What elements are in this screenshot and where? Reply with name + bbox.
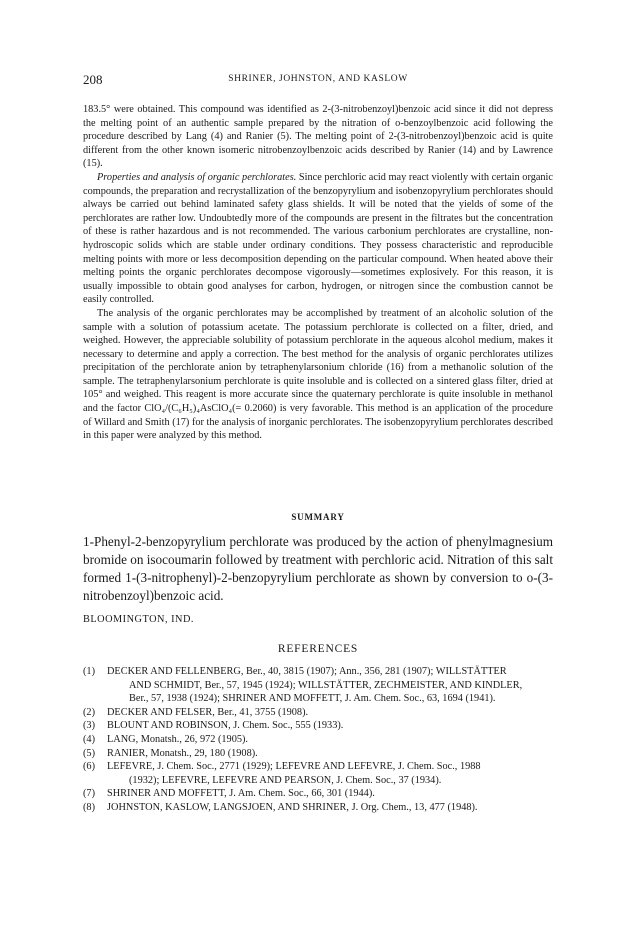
reference-item <box>83 760 553 787</box>
reference-line: Ber., 57, 1938 (1924); SHRINER AND MOFFETT, J. Am. Chem. Soc., 63, 1694 (1941). <box>129 693 496 705</box>
reference-number: (4) <box>83 733 96 745</box>
reference-line: BLOUNT AND ROBINSON, J. Chem. Soc., 555 (1933). <box>107 720 344 732</box>
paragraph-text: Since perchloric acid may react violently with certain organic compounds, the preparation and recrystallization of the benzopyrylium and isobenzopyrylium perchlorates should always be carried out behind laminated safety glass shields. It will be noted that the yields of some of the perchlorates are rather low. Undoubtedly more of the compounds are present in the filtrates but the concentration of these is rather hazardous and is not recommended. The various carbonium perchlorates are crystalline, non-hydroscopic solids which are stable under ordinary conditions. They possess characteristic and reproducible melting points with more or less decomposition depending on the particular compound. When heated above their melting points the organic perchlorates decompose vigorously—sometimes explosively. For this reason, it is usually impossible to obtain good analyses for carbon, hydrogen, or nitrogen since the combustion cannot be easily controlled. <box>83 171 553 306</box>
paragraph: 183.5° were obtained. This compound was identified as 2-(3-nitrobenzoyl)benzoic acid since it did not depress the melting point of an authentic sample prepared by the nitration of o-benzoylbenzoic acid following the procedure described by Lang (4) and Ranier (5). The melting point of 2-(3-nitrobenzoyl)benzoic acid is quite different from the other known isomeric nitrobenzoylbenzoic acids described by Ranier (14) and by Lawrence (15). <box>83 104 553 170</box>
reference-number: (8) <box>83 801 96 813</box>
reference-line: AND SCHMIDT, Ber., 57, 1945 (1924); WILLSTÄTTER, ZECHMEISTER, AND KINDLER, <box>129 679 523 691</box>
references-heading: REFERENCES <box>277 643 359 655</box>
reference-item <box>83 747 553 761</box>
summary-heading: SUMMARY <box>291 512 345 522</box>
summary-text: 1-Phenyl-2-benzopyrylium perchlorate was produced by the action of phenylmagnesium bromide on isocoumarin followed by treatment with perchloric acid. Nitration of this salt formed 1-(3-nitrophenyl)-2-benzopyrylium perchlorate as shown by conversion to o-(3-nitrobenzoyl)benzoic acid. <box>83 534 553 603</box>
reference-line: DECKER AND FELSER, Ber., 41, 3755 (1908). <box>107 706 309 718</box>
reference-line: RANIER, Monatsh., 29, 180 (1908). <box>107 747 258 759</box>
reference-number: (2) <box>83 706 96 718</box>
page-header <box>83 72 553 86</box>
references-list <box>83 665 553 815</box>
reference-item <box>83 665 553 706</box>
reference-number: (1) <box>83 666 96 677</box>
reference-line: SHRINER AND MOFFETT, J. Am. Chem. Soc., 66, 301 (1944). <box>107 788 375 800</box>
reference-line: LANG, Monatsh., 26, 972 (1905). <box>107 733 248 745</box>
reference-line: LEFEVRE, J. Chem. Soc., 2771 (1929); LEFEVRE AND LEFEVRE, J. Chem. Soc., 1988 <box>107 761 481 773</box>
reference-item <box>83 787 553 801</box>
reference-item <box>83 706 553 720</box>
reference-item <box>83 733 553 747</box>
body-text <box>83 103 553 443</box>
reference-item <box>83 801 553 815</box>
running-title: SHRINER, JOHNSTON, AND KASLOW <box>228 74 408 84</box>
reference-number: (7) <box>83 788 96 800</box>
paragraph: The analysis of the organic perchlorates may be accomplished by treatment of an alcoholic solution of the sample with a solution of potassium acetate. The potassium perchlorate is collected on a filter, dried, and weighed. However, the appreciable solubility of potassium perchlorate in the aqueous alcohol medium, makes it necessary to determine and apply a correction. The best method for the analysis of organic perchlorates utilizes precipitation of the perchlorate anion by tetraphenylarsonium chloride (16) from a methanolic solution of the sample. The tetraphenylarsonium perchlorate is quite insoluble and is collected on a sintered glass filter, dried at 105° and weighed. This reagent is more accurate since the quaternary perchlorate is quite insoluble in methanol and the factor ClO₄/(C₆H₅)₄AsClO₄(= 0.2060) is very favorable. This method is an application of the procedure of Willard and Smith (17) for the analysis of inorganic perchlorates. The isobenzopyrylium perchlorates described in this paper were analyzed by this method. <box>83 307 553 442</box>
reference-line: DECKER AND FELLENBERG, Ber., 40, 3815 (1907); Ann., 356, 281 (1907); WILLSTÄTTER <box>107 666 507 677</box>
section-run-in-title: Properties and analysis of organic perchlorates. <box>97 171 297 183</box>
reference-item <box>83 719 553 733</box>
page-number: 208 <box>83 72 103 87</box>
reference-number: (5) <box>83 747 96 759</box>
reference-number: (6) <box>83 761 96 773</box>
paragraph <box>83 171 553 307</box>
reference-line: JOHNSTON, KASLOW, LANGSJOEN, AND SHRINER, J. Org. Chem., 13, 477 (1948). <box>107 801 478 813</box>
affiliation: BLOOMINGTON, IND. <box>83 614 194 625</box>
reference-number: (3) <box>83 720 96 732</box>
reference-line: (1932); LEFEVRE, LEFEVRE AND PEARSON, J. Chem. Soc., 37 (1934). <box>129 774 442 786</box>
